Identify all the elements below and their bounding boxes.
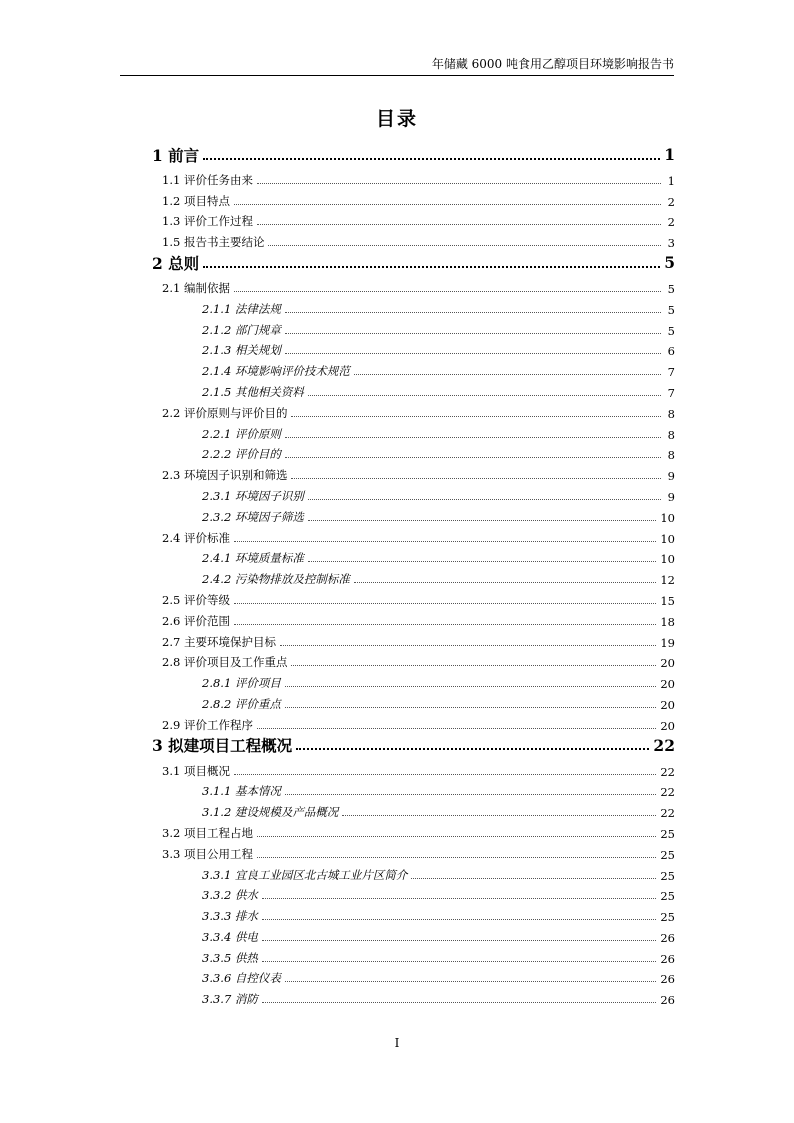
toc-entry-label: 2.4.1 环境质量标准 [202, 551, 304, 566]
toc-entry-page: 6 [667, 344, 675, 359]
dot-leader [285, 686, 656, 687]
dot-leader [285, 333, 661, 334]
toc-entry-page: 10 [660, 531, 675, 546]
toc-entry-page: 26 [660, 951, 675, 966]
toc-entry-label: 1 前言 [152, 145, 200, 165]
toc-entry[interactable] [152, 525, 675, 546]
dot-leader [262, 919, 656, 920]
dot-leader [285, 794, 656, 795]
dot-leader [234, 541, 656, 542]
toc-entry-label: 2.4 评价标准 [162, 530, 230, 545]
toc-entry[interactable] [152, 421, 675, 442]
dot-leader [342, 815, 656, 816]
toc-entry-page: 15 [660, 593, 675, 608]
toc-entry[interactable] [152, 670, 675, 691]
toc-entry-label: 3.3.5 供热 [202, 950, 258, 965]
toc-entry-page: 5 [667, 323, 675, 338]
toc-entry-label: 3.3.1 宜良工业园区北古城工业片区简介 [202, 867, 408, 882]
dot-leader [234, 291, 661, 292]
toc-entry[interactable] [152, 691, 675, 712]
dot-leader [257, 224, 661, 225]
toc-entry[interactable] [152, 862, 675, 883]
toc-entry-page: 9 [667, 489, 675, 504]
toc-entry[interactable] [152, 733, 675, 758]
toc-entry-label: 2.7 主要环境保护目标 [162, 634, 276, 649]
toc-entry-page: 3 [667, 236, 675, 251]
toc-entry-page: 20 [660, 718, 675, 733]
toc-entry-label: 2.1.4 环境影响评价技术规范 [202, 364, 350, 379]
toc-entry-page: 25 [660, 868, 675, 883]
toc-entry-page: 7 [667, 365, 675, 380]
toc-entry-label: 2.2.2 评价目的 [202, 447, 281, 462]
dot-leader [285, 981, 656, 982]
toc-entry[interactable] [152, 966, 675, 987]
toc-entry-label: 3.3.6 自控仪表 [202, 971, 281, 986]
toc-entry[interactable] [152, 296, 675, 317]
dot-leader [203, 158, 660, 160]
toc-entry[interactable] [152, 483, 675, 504]
toc-entry-label: 3.3.2 供水 [202, 888, 258, 903]
dot-leader [262, 1002, 656, 1003]
toc-entry-label: 2.1.1 法律法规 [202, 301, 281, 316]
toc-entry-label: 2.1.2 部门规章 [202, 322, 281, 337]
toc-entry-label: 2.8.1 评价项目 [202, 676, 281, 691]
dot-leader [262, 961, 656, 962]
toc-entry-page: 10 [660, 552, 675, 567]
toc-entry[interactable] [152, 209, 675, 230]
toc-entry-page: 9 [667, 469, 675, 484]
dot-leader [234, 624, 656, 625]
toc-entry[interactable] [152, 188, 675, 209]
toc-entry-page: 20 [660, 677, 675, 692]
toc-entry-page: 1 [664, 145, 675, 164]
toc-entry-label: 2.1.5 其他相关资料 [202, 384, 304, 399]
running-header: 年储藏 6000 吨食用乙醇项目环境影响报告书 [431, 57, 674, 71]
dot-leader [257, 857, 656, 858]
dot-leader [354, 374, 661, 375]
toc-entry[interactable] [152, 566, 675, 587]
toc-entry[interactable] [152, 841, 675, 862]
dot-leader [234, 204, 661, 205]
toc-entry[interactable] [152, 883, 675, 904]
toc-entry-page: 7 [667, 385, 675, 400]
toc-entry[interactable] [152, 903, 675, 924]
dot-leader [308, 520, 656, 521]
toc-entry-page: 20 [660, 697, 675, 712]
toc-entry-page: 5 [667, 281, 675, 296]
dot-leader [308, 499, 661, 500]
toc-entry-page: 12 [660, 573, 675, 588]
toc-entry[interactable] [152, 712, 675, 733]
toc-entry-page: 25 [660, 889, 675, 904]
toc-entry[interactable] [152, 142, 675, 167]
dot-leader [308, 395, 661, 396]
toc-entry[interactable] [152, 820, 675, 841]
toc-entry-label: 2.3 环境因子识别和筛选 [162, 468, 288, 483]
dot-leader [308, 561, 656, 562]
toc-entry-page: 22 [660, 764, 675, 779]
toc-entry-label: 3.3.7 消防 [202, 992, 258, 1007]
toc-entry-label: 2.3.1 环境因子识别 [202, 488, 304, 503]
toc-entry-label: 2.2 评价原则与评价目的 [162, 405, 288, 420]
toc-entry-label: 2.1.3 相关规划 [202, 343, 281, 358]
dot-leader [285, 437, 661, 438]
toc-entry-page: 8 [667, 427, 675, 442]
toc-entry-page: 8 [667, 406, 675, 421]
toc-entry[interactable] [152, 338, 675, 359]
toc-entry[interactable] [152, 779, 675, 800]
toc-entry-label: 2.6 评价范围 [162, 613, 230, 628]
toc-entry-label: 2.4.2 污染物排放及控制标准 [202, 572, 350, 587]
dot-leader [291, 478, 661, 479]
toc-entry-page: 8 [667, 448, 675, 463]
toc-entry-label: 3.1.2 建设规模及产品概况 [202, 805, 339, 820]
dot-leader [262, 940, 656, 941]
toc-entry-page: 22 [653, 735, 675, 755]
toc-entry-page: 25 [660, 910, 675, 925]
toc-entry-label: 1.1 评价任务由来 [162, 172, 253, 187]
dot-leader [285, 353, 661, 354]
dot-leader [262, 898, 656, 899]
toc-entry[interactable] [152, 986, 675, 1007]
dot-leader [280, 645, 656, 646]
dot-leader [285, 312, 661, 313]
toc-entry-page: 20 [660, 656, 675, 671]
toc-entry-page: 25 [660, 847, 675, 862]
toc-entry[interactable] [152, 799, 675, 820]
toc-entry-page: 18 [660, 614, 675, 629]
toc-entry[interactable] [152, 250, 675, 275]
toc-entry[interactable] [152, 167, 675, 188]
toc-entry-page: 26 [660, 993, 675, 1008]
toc-entry-label: 1.2 项目特点 [162, 193, 230, 208]
toc-entry-label: 3.3.3 排水 [202, 909, 258, 924]
toc-entry[interactable] [152, 629, 675, 650]
dot-leader [296, 748, 649, 750]
dot-leader [203, 266, 660, 268]
toc-entry[interactable] [152, 229, 675, 250]
dot-leader [291, 665, 656, 666]
header-rule [120, 75, 674, 76]
dot-leader [257, 836, 656, 837]
toc-entry-page: 22 [660, 806, 675, 821]
toc-entry-label: 2.2.1 评价原则 [202, 426, 281, 441]
toc-entry-label: 2.1 编制依据 [162, 280, 230, 295]
dot-leader [411, 878, 656, 879]
toc-entry-page: 25 [660, 826, 675, 841]
dot-leader [285, 457, 661, 458]
toc-entry[interactable] [152, 400, 675, 421]
toc-entry[interactable] [152, 945, 675, 966]
toc-entry[interactable] [152, 546, 675, 567]
dot-leader [257, 728, 656, 729]
toc-entry-label: 2 总则 [152, 253, 200, 273]
toc-entry[interactable] [152, 758, 675, 779]
toc-entry-label: 2.9 评价工作程序 [162, 717, 253, 732]
toc-entry-label: 2.8.2 评价重点 [202, 696, 281, 711]
dot-leader [234, 603, 656, 604]
toc-entry[interactable] [152, 442, 675, 463]
toc-entry-page: 5 [667, 302, 675, 317]
toc-entry-label: 3.1 项目概况 [162, 763, 230, 778]
toc-entry-page: 1 [667, 173, 675, 188]
toc-entry-label: 3.3.4 供电 [202, 929, 258, 944]
dot-leader [291, 416, 661, 417]
toc-entry-label: 1.5 报告书主要结论 [162, 235, 265, 250]
toc-entry-page: 2 [667, 215, 675, 230]
toc-entry-label: 3 拟建项目工程概况 [152, 736, 293, 756]
dot-leader [354, 582, 656, 583]
toc-entry-label: 2.3.2 环境因子筛选 [202, 509, 304, 524]
toc-entry-page: 10 [660, 510, 675, 525]
toc-entry-label: 2.8 评价项目及工作重点 [162, 655, 288, 670]
toc-entry[interactable] [152, 650, 675, 671]
toc-entry[interactable] [152, 504, 675, 525]
dot-leader [257, 183, 661, 184]
toc-entry[interactable] [152, 317, 675, 338]
toc-entry-label: 3.2 项目工程占地 [162, 825, 253, 840]
table-of-contents [152, 142, 675, 1007]
toc-entry[interactable] [152, 462, 675, 483]
toc-entry[interactable] [152, 587, 675, 608]
toc-entry[interactable] [152, 275, 675, 296]
toc-title: 目录 [375, 108, 418, 130]
toc-entry-page: 5 [664, 253, 675, 273]
toc-entry-label: 2.5 评价等级 [162, 592, 230, 607]
page-number: I [394, 1036, 400, 1050]
toc-entry-page: 26 [660, 972, 675, 987]
dot-leader [268, 245, 661, 246]
toc-entry-page: 26 [660, 930, 675, 945]
dot-leader [285, 707, 656, 708]
dot-leader [234, 774, 656, 775]
toc-entry-page: 22 [660, 785, 675, 800]
toc-entry[interactable] [152, 379, 675, 400]
toc-entry-label: 3.3 项目公用工程 [162, 846, 253, 861]
toc-entry-label: 3.1.1 基本情况 [202, 784, 281, 799]
toc-entry-page: 19 [660, 635, 675, 650]
toc-entry[interactable] [152, 608, 675, 629]
toc-entry-label: 1.3 评价工作过程 [162, 214, 253, 229]
toc-entry[interactable] [152, 924, 675, 945]
toc-entry[interactable] [152, 358, 675, 379]
toc-entry-page: 2 [667, 194, 675, 209]
